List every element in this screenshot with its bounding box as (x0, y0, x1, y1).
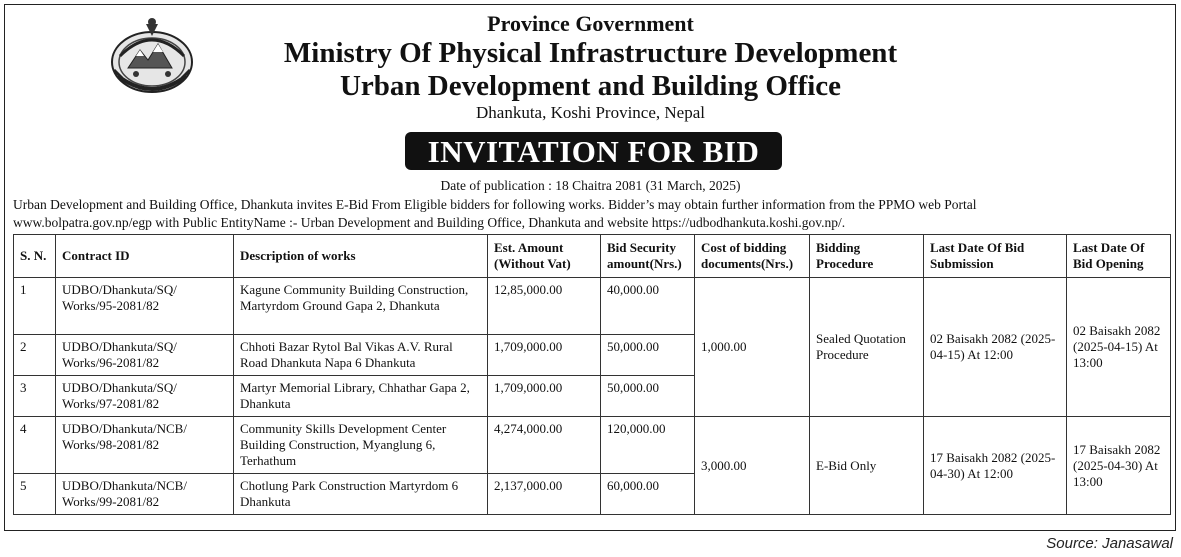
cell-est-amount: 4,274,000.00 (488, 417, 601, 474)
cell-description: Community Skills Development Center Building Construction, Myanglung 6, Terhathum (234, 417, 488, 474)
cell-last-submission: 02 Baisakh 2082 (2025-04-15) At 12:00 (924, 278, 1067, 417)
cell-sn: 2 (14, 335, 56, 376)
cell-description: Chhoti Bazar Rytol Bal Vikas A.V. Rural Road Dhankuta Napa 6 Dhankuta (234, 335, 488, 376)
col-header-est-amount: Est. Amount (Without Vat) (488, 235, 601, 278)
cell-bid-security: 50,000.00 (601, 376, 695, 417)
table-header-row (14, 235, 1171, 278)
ministry-heading: Ministry Of Physical Infrastructure Development (283, 37, 898, 69)
cell-description: Chotlung Park Construction Martyrdom 6 Dhankuta (234, 474, 488, 515)
table-row (14, 278, 1171, 335)
col-header-last-submission: Last Date Of Bid Submission (924, 235, 1067, 278)
col-header-last-opening: Last Date Of Bid Opening (1067, 235, 1171, 278)
cell-bid-security: 50,000.00 (601, 335, 695, 376)
cell-contract-id: UDBO/Dhankuta/SQ/ Works/97-2081/82 (56, 376, 234, 417)
cell-cost: 1,000.00 (695, 278, 810, 417)
cell-contract-id: UDBO/Dhankuta/SQ/ Works/96-2081/82 (56, 335, 234, 376)
cell-last-submission: 17 Baisakh 2082 (2025-04-30) At 12:00 (924, 417, 1067, 515)
notice-title-banner: INVITATION FOR BID (405, 132, 782, 170)
cell-est-amount: 1,709,000.00 (488, 376, 601, 417)
intro-text-line-1: Urban Development and Building Office, Dhankuta invites E-Bid From Eligible bidders for following works. Bidder’s may obtain further information from the PPMO web Portal (13, 197, 977, 212)
cell-est-amount: 12,85,000.00 (488, 278, 601, 335)
cell-sn: 5 (14, 474, 56, 515)
cell-est-amount: 1,709,000.00 (488, 335, 601, 376)
cell-sn: 4 (14, 417, 56, 474)
cell-sn: 1 (14, 278, 56, 335)
cell-bid-security: 60,000.00 (601, 474, 695, 515)
col-header-procedure: Bidding Procedure (810, 235, 924, 278)
cell-bid-security: 120,000.00 (601, 417, 695, 474)
cell-sn: 3 (14, 376, 56, 417)
intro-text-line-2: www.bolpatra.gov.np/egp with Public EntityName :- Urban Development and Building Office, Dhankuta and website https://udbodhankuta.koshi.gov.np/. (13, 215, 846, 230)
cell-last-opening: 17 Baisakh 2082 (2025-04-30) At 13:00 (1067, 417, 1171, 515)
col-header-bid-security: Bid Security amount(Nrs.) (601, 235, 695, 278)
cell-contract-id: UDBO/Dhankuta/NCB/ Works/98-2081/82 (56, 417, 234, 474)
publication-date: Date of publication : 18 Chaitra 2081 (31 March, 2025) (440, 178, 741, 193)
office-heading: Urban Development and Building Office (339, 70, 842, 102)
col-header-contract-id: Contract ID (56, 235, 234, 278)
col-header-sn: S. N. (14, 235, 56, 278)
cell-description: Martyr Memorial Library, Chhathar Gapa 2, Dhankuta (234, 376, 488, 417)
table-row (14, 417, 1171, 474)
source-credit: Source: Janasawal (1046, 535, 1173, 552)
cell-last-opening: 02 Baisakh 2082 (2025-04-15) At 13:00 (1067, 278, 1171, 417)
cell-cost: 3,000.00 (695, 417, 810, 515)
cell-bid-security: 40,000.00 (601, 278, 695, 335)
province-heading: Province Government (487, 11, 694, 36)
cell-est-amount: 2,137,000.00 (488, 474, 601, 515)
cell-contract-id: UDBO/Dhankuta/NCB/ Works/99-2081/82 (56, 474, 234, 515)
col-header-cost: Cost of bidding documents(Nrs.) (695, 235, 810, 278)
cell-description: Kagune Community Building Construction, Martyrdom Ground Gapa 2, Dhankuta (234, 278, 488, 335)
cell-procedure: Sealed Quotation Procedure (810, 278, 924, 417)
address-line: Dhankuta, Koshi Province, Nepal (476, 103, 705, 122)
col-header-description: Description of works (234, 235, 488, 278)
bid-table (13, 234, 1171, 515)
cell-procedure: E-Bid Only (810, 417, 924, 515)
cell-contract-id: UDBO/Dhankuta/SQ/ Works/95-2081/82 (56, 278, 234, 335)
